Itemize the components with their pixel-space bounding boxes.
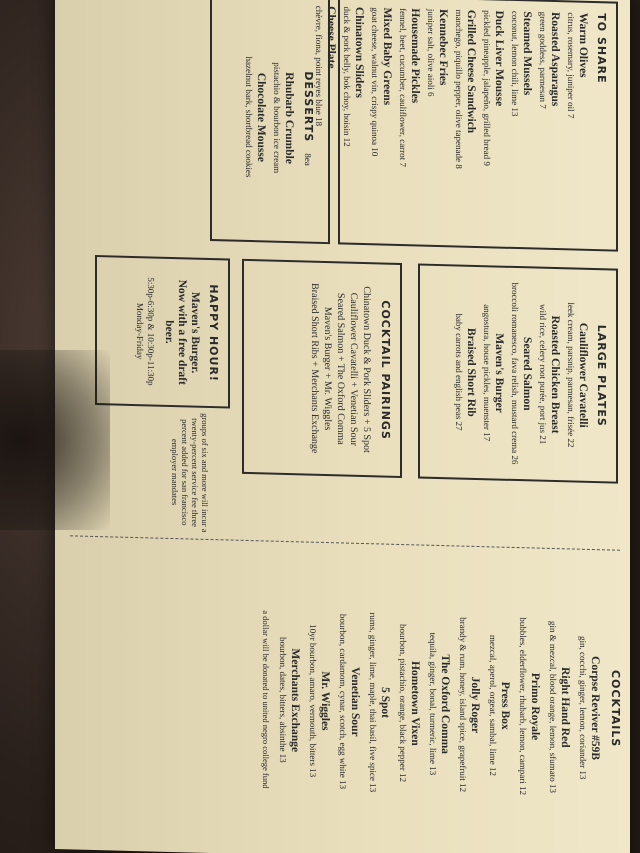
menu-item <box>271 5 295 232</box>
pairing-line: Seared Salmon + The Oxford Comma <box>335 292 346 445</box>
menu-item-description: gin, cocchi, ginger, lemon, coriander 13 <box>578 635 588 780</box>
menu-item <box>547 572 571 843</box>
menu-item-description: citrus, rosemary, juniper oil 7 <box>566 12 576 119</box>
menu-item-description: angostura, house pickles, muenster 17 <box>482 304 492 442</box>
pairings-title: COCKTAIL PAIRINGS <box>379 300 392 441</box>
cocktails-section <box>62 559 622 844</box>
menu-item-description: mezcal, aperol, orgeat, sambal, lime 12 <box>488 634 498 777</box>
menu-item-description: bourbon, cardamom, cynar, scotch, egg white 13 <box>338 613 348 790</box>
desserts-list <box>243 4 295 231</box>
menu-item-name: Chinatown Sliders <box>353 6 365 99</box>
menu-item-name: Maven's Burger <box>493 333 505 413</box>
menu-item-name: Primo Royale <box>529 672 541 741</box>
menu-item <box>243 4 267 231</box>
menu-item-name: Warm Olives <box>577 12 589 78</box>
pairing-line: Braised Short Ribs + Merchants Exchange <box>309 282 320 454</box>
happy-hour-title: HAPPY HOUR! <box>207 284 220 383</box>
menu-item <box>427 569 451 840</box>
fold-line <box>70 535 620 550</box>
menu-item <box>481 10 505 237</box>
to-share-list <box>313 6 589 239</box>
menu-item <box>425 9 449 236</box>
menu-item-description: goat cheese, walnut vin, crispy quinoa 10 <box>370 7 380 157</box>
menu-item <box>509 276 533 472</box>
menu-item-description: chèvre, fiona, point reyes blue 18 <box>314 5 324 127</box>
menu-item-name: Cheese Plate <box>325 6 337 69</box>
menu-item <box>481 275 505 471</box>
menu-item-description: pickled pineapple, jalapeño, grilled bread 9 <box>482 10 492 167</box>
menu-item-description: juniper salt, olive aioli 6 <box>426 8 436 97</box>
menu-item <box>453 9 477 236</box>
menu-item-name: Press Box <box>499 681 511 730</box>
menu-item-description: bourbon, dates, bitters, absinthe 13 <box>278 636 288 763</box>
menu-item-name: Duck Liver Mousse <box>493 10 505 107</box>
menu-item <box>397 8 421 235</box>
menu-item <box>307 566 331 837</box>
menu-item-name: Housemade Pickles <box>409 8 421 104</box>
menu-item-name: 5 Spot <box>379 686 391 719</box>
menu-item-name: Kennebec Fries <box>437 8 449 86</box>
menu-item <box>457 569 481 840</box>
menu-item <box>277 565 301 836</box>
pairing-line: Chinatown Duck & Pork Sliders + 5 Spot <box>361 286 372 453</box>
menu-item-name: Mixed Baby Greens <box>381 7 393 106</box>
pairings-list <box>308 271 373 468</box>
menu-item-description: broccoli romanesco, fava relish, mustard crema 26 <box>510 282 520 465</box>
menu-item-description: leek cream, parsnip, parmesan, frisée 22 <box>566 302 576 448</box>
menu-item-description: green goddess, parmesan 7 <box>538 11 548 109</box>
menu-item-name: Jolly Roger <box>469 676 481 734</box>
menu-item-name: Cauliflower Cavatelli <box>577 322 589 428</box>
cocktails-title: COCKTAILS <box>609 669 622 748</box>
menu-item-description: bubbles, elderflower, rhubarb, lemon, campari 12 <box>518 617 528 796</box>
menu-item <box>537 12 561 239</box>
happy-hour-line1: Maven's Burger. <box>189 291 201 374</box>
menu-item <box>517 571 541 842</box>
menu-item-name: Right Hand Red <box>559 666 571 748</box>
menu-item <box>341 6 365 233</box>
menu-item-description: rums, ginger, lime, maple, thai basil, five spice 13 <box>368 612 378 793</box>
menu-item <box>337 566 361 837</box>
menu-item-description: 10yr bourbon, amaro, vermouth, bitters 13 <box>308 624 318 778</box>
menu-item-description: gin & mezcal, blood orange, lemon, sfumato 13 <box>548 620 558 794</box>
menu-item-description: wild rice, celery root purée, port jus 21 <box>538 303 548 445</box>
to-share-section <box>314 0 618 252</box>
happy-hour-days: Monday-Friday <box>135 302 145 360</box>
menu-item-description: hazelnut bark, shortbread cookies <box>244 56 254 178</box>
menu-item <box>565 277 589 473</box>
hand-shadow <box>0 350 110 530</box>
menu-item-description: coconut, lemon chili, lime 13 <box>510 10 520 117</box>
large-plates-title: LARGE PLATES <box>595 324 608 427</box>
menu-item-name: The Oxford Comma <box>439 654 451 755</box>
donation-note: a dollar will be donated to united negro college fund <box>261 610 271 789</box>
menu-item <box>487 570 511 841</box>
menu-item-name: Hometown Vixen <box>409 660 421 746</box>
to-share-title: TO SHARE <box>595 13 608 84</box>
menu-item-description: bourbon, pistachio, orange, black pepper 12 <box>398 623 408 783</box>
menu-item <box>577 573 601 844</box>
large-plates-list <box>453 274 589 473</box>
menu-item-name: Grilled Cheese Sandwich <box>465 9 477 134</box>
menu-paper <box>55 0 630 853</box>
happy-hour-times: 5:30p-6:30p & 10:30p-11:30p <box>146 277 156 386</box>
cocktails-list <box>277 565 601 843</box>
desserts-section <box>210 0 330 244</box>
menu-item <box>537 277 561 473</box>
menu-item <box>397 568 421 839</box>
menu-item-name: Roasted Chicken Breast <box>549 315 561 434</box>
pairing-line: Cauliflower Cavatelli + Venetian Sour <box>348 292 359 446</box>
menu-item-name: Corpse Reviver #59B <box>589 655 601 761</box>
menu-item-description: fennel, beet, cucumber, cauliflower, carrot 7 <box>398 7 408 168</box>
menu-item-name: Rhubarb Crumble <box>283 72 295 165</box>
menu-item-name: Roasted Asparagus <box>549 11 561 107</box>
menu-item-description: pistachio & bourbon ice cream <box>272 62 282 174</box>
desserts-title: DESSERTS <box>302 71 315 143</box>
menu-item-description: tequila, ginger, bonal, turmeric, lime 13 <box>428 632 438 776</box>
menu-item <box>369 7 393 234</box>
service-fee-note: groups of six and more will incur a twenty-percent service fee three percent added for san francisco employer mandates <box>170 413 210 533</box>
menu-item <box>509 11 533 238</box>
cocktail-pairings-section <box>242 259 402 478</box>
menu-item-description: manchego, piquillo pepper, olive tapenade 8 <box>454 9 464 169</box>
menu-item-name: Mr. Wiggles <box>319 671 331 731</box>
happy-hour-section <box>95 255 230 409</box>
menu-item-name: Steamed Mussels <box>521 11 533 96</box>
menu-item <box>367 567 391 838</box>
menu-item <box>453 274 477 470</box>
menu-item-description: duck & pork belly, bok choy, hoisin 12 <box>342 6 352 147</box>
menu-item <box>565 12 589 239</box>
menu-item-description: baby carrots and english peas 27 <box>454 313 464 431</box>
menu-item-name: Venetian Sour <box>349 666 361 737</box>
pairing-line: Maven's Burger + Mr. Wiggles <box>322 306 333 431</box>
desserts-price: 8ea <box>303 153 313 166</box>
menu-item-name: Chocolate Mousse <box>255 72 267 163</box>
menu-item-name: Merchants Exchange <box>289 648 301 753</box>
menu-item-name: Braised Short Rib <box>465 327 477 417</box>
menu-item-description: brandy & rum, honey, island spice, grapefruit 12 <box>458 617 468 793</box>
happy-hour-line2: Now with a free draft beer. <box>163 279 188 386</box>
large-plates-section <box>418 263 618 483</box>
menu-item-name: Seared Salmon <box>521 336 533 411</box>
